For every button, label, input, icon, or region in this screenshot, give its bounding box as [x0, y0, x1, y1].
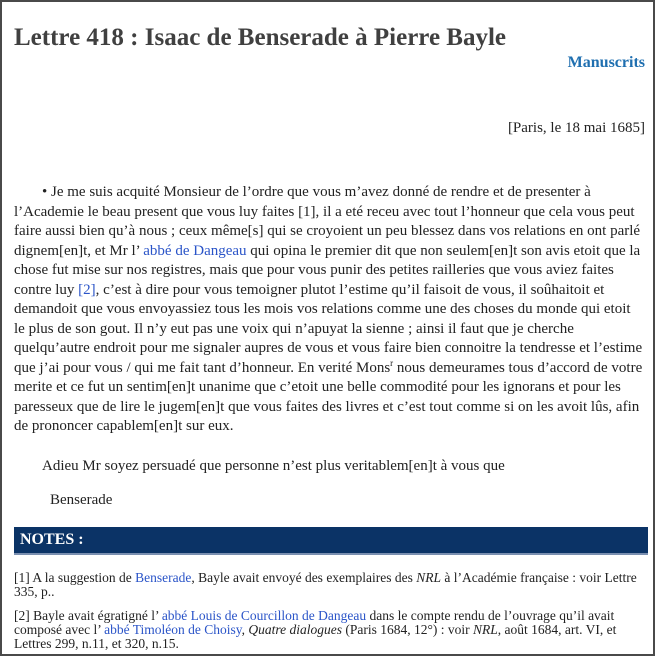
note-2-text-d: (Paris 1684, 12°) : voir: [341, 622, 473, 637]
note-ref-2-link[interactable]: [2]: [78, 281, 96, 298]
abbe-de-dangeau-link[interactable]: abbé de Dangeau: [143, 242, 247, 259]
letter-paragraph-2: Adieu Mr soyez persuadé que personne n’est plus veritablem[en]t à vous que: [42, 458, 505, 474]
p1-text-2: qui opina le premier dit que non seulem[en]t son avis etoit que la chose fut mise sur nos registres, mais que pour vous punir des petites railleries que vous aviez faites contre luy: [14, 242, 641, 298]
abbe-dangeau-note-link[interactable]: abbé Louis de Courcillon de Dangeau: [161, 608, 367, 623]
note-1-nrl: NRL: [416, 570, 442, 585]
note-1: [14, 571, 646, 599]
note-2: [14, 609, 646, 651]
p1-text-1: • Je me suis acquité Monsieur de l’ordre que vous m’avez donné de rendre et de presenter à l’Academie le beau present que vous luy faites [1], il a eté receu avec tout l’honneur que cela vous peut faire aussi bien qu’à nous ; ceux même[s] qui se croyoient un peu blessez dans vos relations en ont parlé dignem[en]t, et Mr l’: [14, 184, 641, 259]
note-2-nrl: NRL: [473, 622, 498, 637]
note-1-text-b: , Bayle avait envoyé des exemplaires des: [191, 570, 417, 585]
page-title: Lettre 418 : Isaac de Benserade à Pierre Bayle: [14, 24, 507, 51]
note-2-text-b: dans le compte rendu de l’ouvrage qu’il avait composé avec l’: [14, 608, 615, 637]
abbe-choisy-link[interactable]: abbé Timoléon de Choisy: [104, 622, 242, 637]
note-2-text-e: , août 1684, art. VI, et Lettres 299, n.11, et 320, n.15.: [14, 622, 617, 651]
note-2-book-title: Quatre dialogues: [248, 622, 342, 637]
note-2-text-c: ,: [241, 622, 249, 637]
p1-text-3: , c’est à dire pour vous temoigner plutot l’estime qu’il faisoit de vous, il soûhaitoit et demandoit que vous envoyassiez tous les mois vos relations comme une des choses du monde qui etoit le plus de son gout. Il n’y eut pas une voix qui n’apuyat la sienne ; ainsi il faut que je cherche quelqu’autre endroit pour me signaler aupres de vous et vous faire bien connoitre la tendresse et l’estime que j’ai pour vous / qui me fait tant d’honneur. En verité Mons: [14, 281, 643, 376]
benserade-link[interactable]: Benserade: [135, 570, 192, 585]
letter-dateline: [Paris, le 18 mai 1685]: [507, 120, 645, 136]
note-2-text-a: [2] Bayle avait égratigné l’: [14, 608, 162, 623]
notes-heading: NOTES :: [20, 531, 84, 548]
p1-text-4: nous demeurames tous d’accord de votre merite et ce fut un sentim[en]t unanime que c’etoit une belle commodité pour les ignorans et pour les paresseux que de lire le jugem[en]t que vous faites des livres et c’est tout comme si on les avoit lûs, afin de prononcer capablem[en]t sur eux.: [14, 359, 643, 434]
letter-signature: Benserade: [50, 492, 113, 508]
note-1-text-c: à l’Académie française : voir Lettre 335, p..: [14, 570, 637, 599]
letter-paragraph-1: [14, 183, 644, 437]
manuscrits-link[interactable]: Manuscrits: [567, 54, 645, 71]
note-1-text-a: [1] A la suggestion de: [14, 570, 136, 585]
superscript-r: r: [390, 357, 394, 368]
notes-heading-bar: [14, 527, 648, 555]
